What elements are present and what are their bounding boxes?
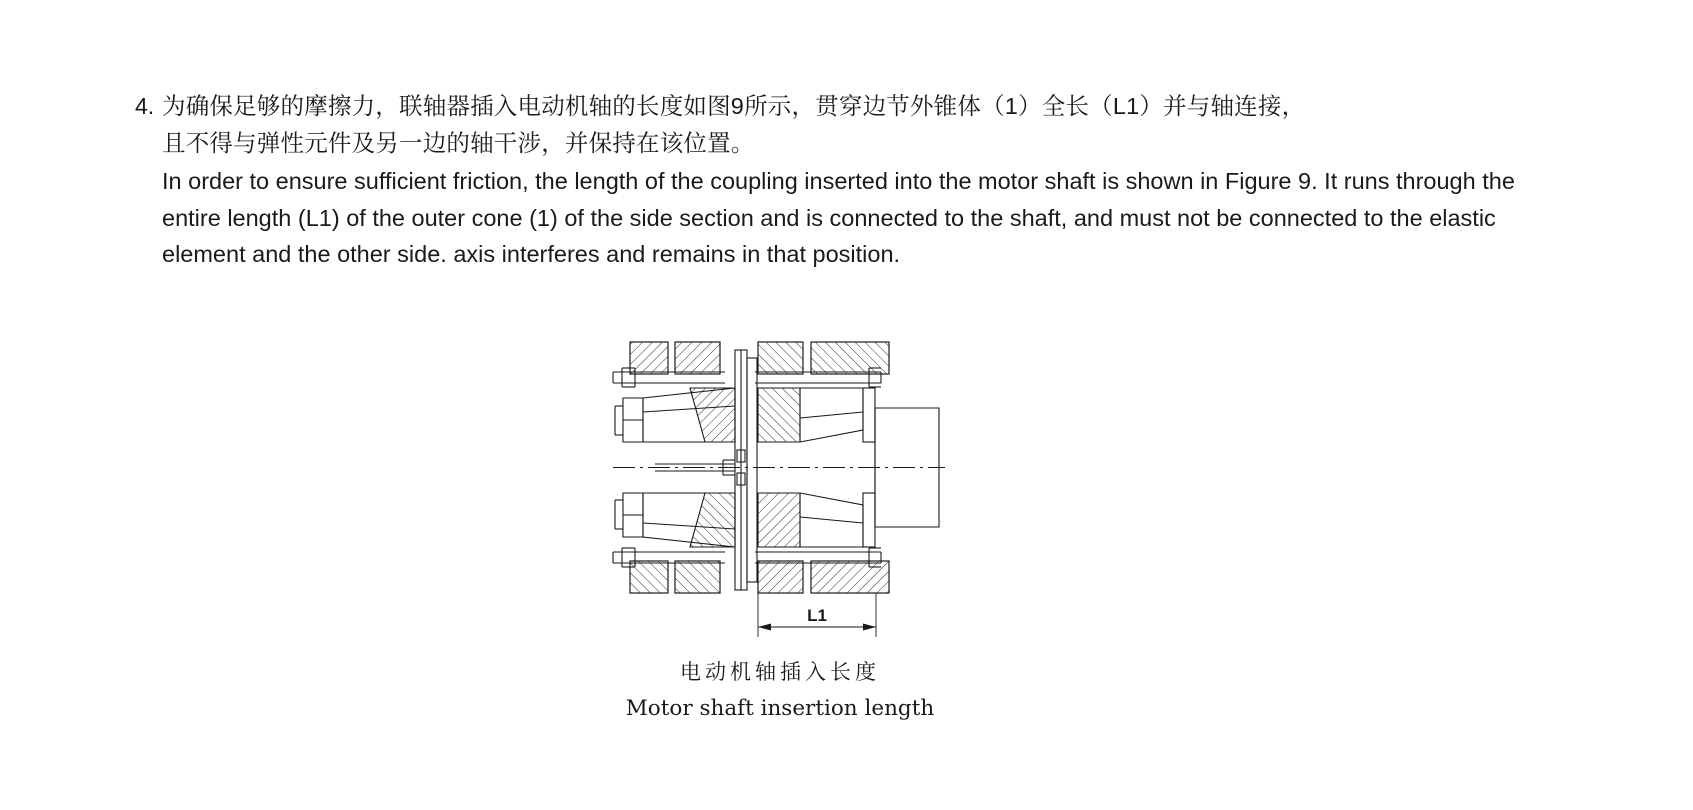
left-cone-upper <box>615 388 735 442</box>
bottom-flange-group <box>630 561 889 593</box>
chinese-line-2: 且不得与弹性元件及另一边的轴干涉，并保持在该位置。 <box>162 130 755 156</box>
item-number: 4. <box>135 93 155 119</box>
numbered-item <box>135 88 1555 273</box>
top-flange-group <box>630 342 889 374</box>
right-hub-lower <box>758 493 875 547</box>
caption-english: Motor shaft insertion length <box>625 696 935 721</box>
instruction-block <box>135 88 1555 273</box>
right-hub-upper <box>758 388 875 442</box>
figure-caption <box>0 655 1560 726</box>
coupling-cross-section-svg <box>595 330 995 650</box>
left-cone-lower <box>615 493 735 547</box>
dimension-label-l1: L1 <box>807 606 827 625</box>
dimension-l1 <box>758 593 876 637</box>
english-paragraph: In order to ensure sufficient friction, the length of the coupling inserted into the motor shaft is shown in Figure 9. It runs through the entire length (L1) of the outer cone (1) of the side section and is connected to the shaft, and must not be connected to the elastic element and the other side. axis interferes and remains in that position. <box>162 168 1515 267</box>
chinese-line-1: 为确保足够的摩擦力，联轴器插入电动机轴的长度如图9所示，贯穿边节外锥体（1）全长（L1）并与轴连接， <box>162 93 1306 119</box>
caption-chinese: 电动机轴插入长度 <box>680 660 880 684</box>
elastic-element-group <box>735 350 757 590</box>
item-body <box>162 88 1555 273</box>
technical-drawing <box>595 330 995 650</box>
